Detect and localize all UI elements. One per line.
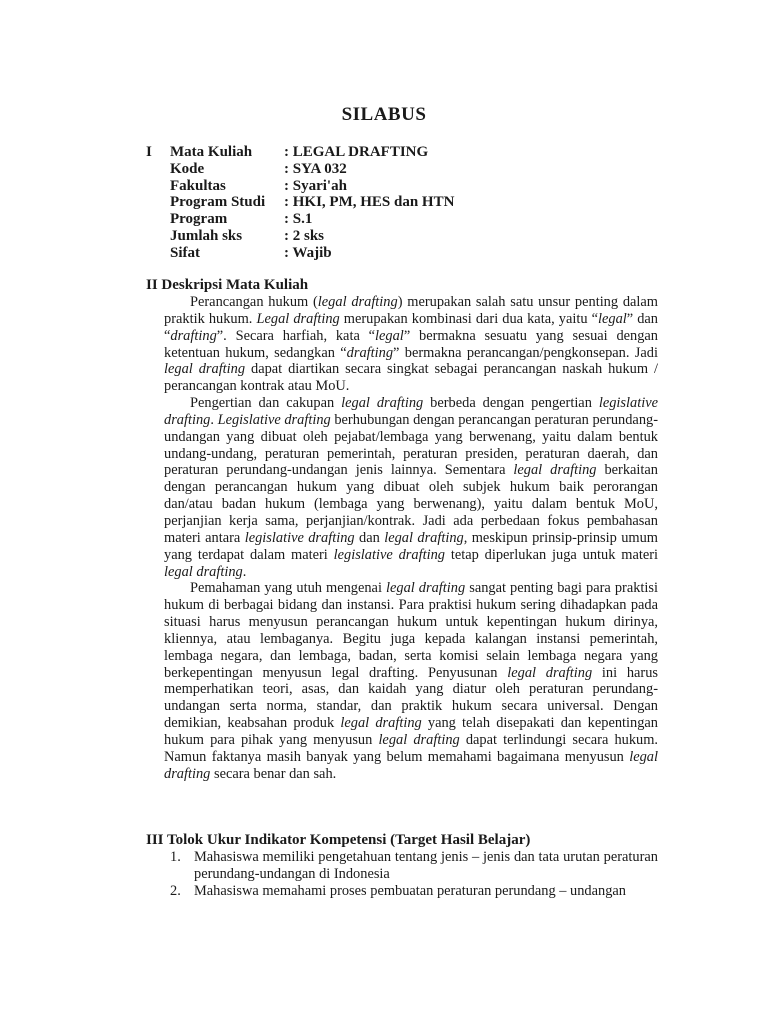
list-item: [170, 883, 658, 900]
description-paragraph-1: Perancangan hukum (legal drafting) merupakan salah satu unsur penting dalam praktik hukum. Legal drafting merupakan kombinasi dari dua kata, yaitu “legal” dan “drafting”. Secara harfiah, kata “legal” bermakna sesuatu yang sesuai dengan ketentuan hukum, sedangkan “drafting” bermakna perancangan/pengkonsepan. Jadi legal drafting dapat diartikan secara singkat sebagai perancangan naskah hukum / perancangan kontrak atau MoU.: [164, 294, 659, 395]
info-row: [170, 144, 570, 161]
info-label: Program Studi: [170, 194, 266, 211]
section-heading-description: II Deskripsi Mata Kuliah: [146, 277, 309, 293]
info-row: [170, 161, 570, 178]
description-paragraph-2: Pengertian dan cakupan legal drafting berbeda dengan pengertian legislative drafting. Legislative drafting berhubungan dengan perancangan peraturan perundang-undangan yang dibuat oleh pejabat/lembaga yang berwenang, yaitu dalam bentuk undang-undang, peraturan pemerintah, peraturan presiden, peraturan daerah, dan peraturan perundang-undangan jenis lainnya. Sementara legal drafting berkaitan dengan perancangan hukum yang dibuat oleh subjek hukum baik perorangan dan/atau badan hukum (lembaga yang berwenang), yaitu dalam bentuk MoU, perjanjian kerja sama, perjanjian/kontrak. Jadi ada perbedaan fokus pembahasan materi antara legislative drafting dan legal drafting, meskipun prinsip-prinsip umum yang terdapat dalam materi legislative drafting tetap diperlukan juga untuk materi legal drafting.: [164, 395, 659, 580]
info-value: : HKI, PM, HES dan HTN: [284, 194, 455, 211]
list-number: 2.: [170, 882, 181, 899]
list-text: Mahasiswa memahami proses pembuatan peraturan perundang – undangan: [194, 882, 626, 899]
section-heading-competency: III Tolok Ukur Indikator Kompetensi (Target Hasil Belajar): [146, 832, 531, 848]
info-value: : Wajib: [284, 244, 332, 261]
document-title: SILABUS: [341, 104, 427, 125]
info-row: [170, 178, 570, 195]
description-body: [164, 294, 658, 782]
course-info-list: [170, 144, 570, 262]
info-label: Mata Kuliah: [170, 144, 253, 160]
info-row: [170, 228, 570, 245]
info-value: : LEGAL DRAFTING: [284, 144, 429, 160]
info-label: Program: [170, 211, 228, 228]
info-row: [170, 211, 570, 228]
description-paragraph-3: Pemahaman yang utuh mengenai legal drafting sangat penting bagi para praktisi hukum di berbagai bidang dan instansi. Para praktisi hukum sering dihadapkan pada situasi harus menyusun perancangan hukum untuk kepentingan hukum dirinya, kliennya, atau lembaganya. Begitu juga kepada kalangan instansi pemerintah, lembaga negara, dan lembaga, badan, serta komisi selain lembaga negara yang berkepentingan menyusun legal drafting. Penyusunan legal drafting ini harus memperhatikan teori, asas, dan kaidah yang diatur oleh peraturan perundang-undangan serta norma, standar, dan praktik hukum secara universal. Dengan demikian, keabsahan produk legal drafting yang telah disepakati dan kepentingan hukum para pihak yang menyusun legal drafting dapat terlindungi secara hukum. Namun faktanya masih banyak yang belum memahami bagaimana menyusun legal drafting secara benar dan sah.: [164, 580, 659, 782]
list-text: Mahasiswa memiliki pengetahuan tentang jenis – jenis dan tata urutan peraturan perundang-undangan di Indonesia: [194, 849, 658, 882]
info-label: Jumlah sks: [170, 227, 243, 244]
competency-list: [170, 849, 658, 900]
info-value: : 2 sks: [284, 227, 325, 244]
info-label: Kode: [170, 160, 205, 177]
info-row: [170, 194, 570, 211]
info-label: Fakultas: [170, 177, 226, 194]
info-value: : Syari'ah: [284, 177, 347, 194]
info-row: [170, 245, 570, 262]
info-value: : S.1: [284, 211, 313, 228]
info-value: : SYA 032: [284, 160, 347, 177]
section-number: I: [146, 144, 152, 160]
list-number: 1.: [170, 849, 181, 865]
list-item: [170, 849, 658, 883]
info-label: Sifat: [170, 244, 200, 261]
